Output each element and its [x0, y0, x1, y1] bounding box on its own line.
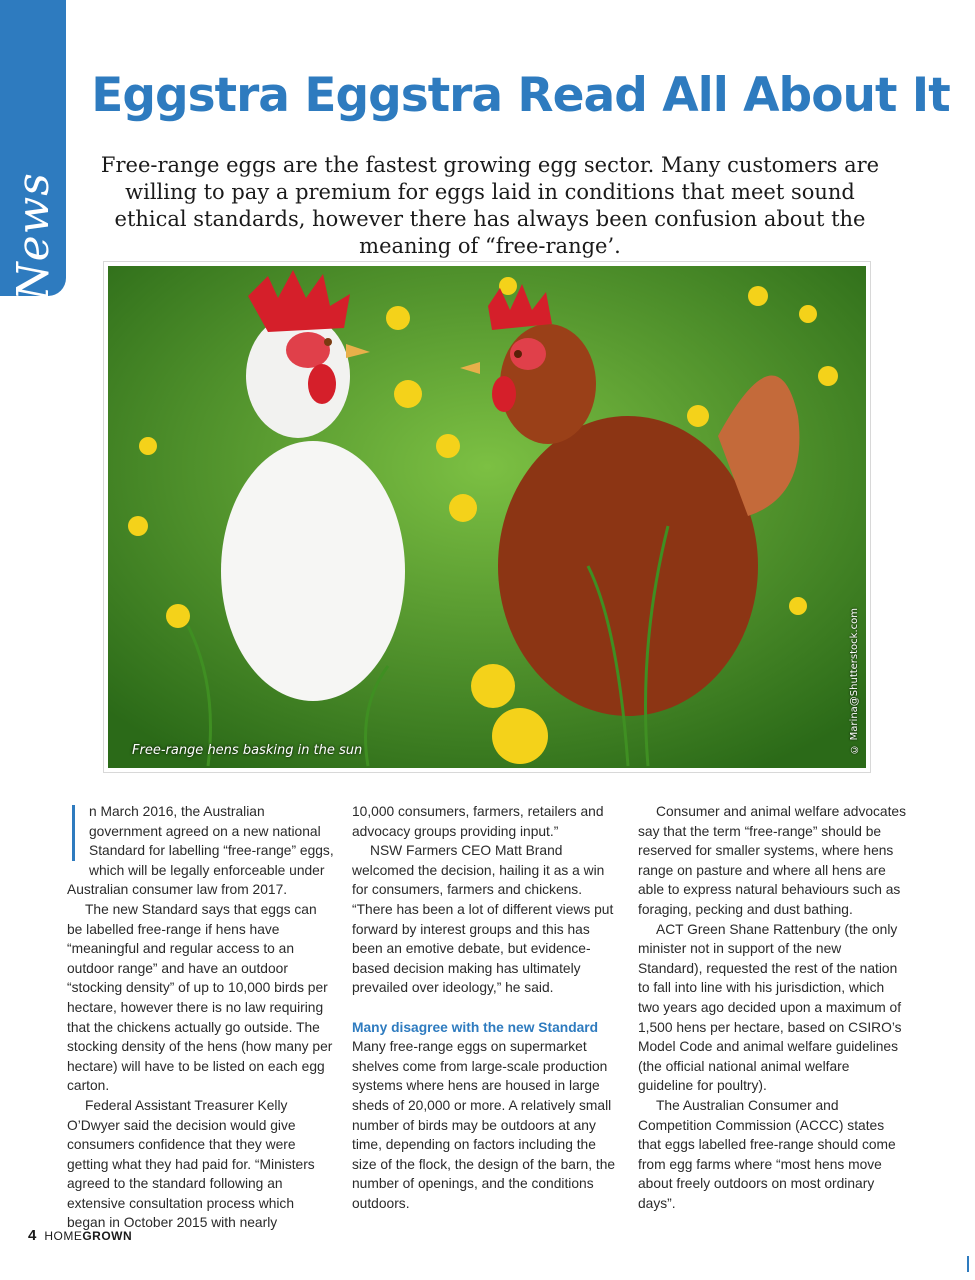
- section-tab-label-wrap: [4, 171, 62, 301]
- page-number: 4: [28, 1227, 37, 1244]
- drop-cap-bar: [72, 805, 75, 861]
- article-subhead: Many disagree with the new Standard: [352, 1019, 599, 1035]
- hens-illustration: [108, 266, 866, 768]
- article-paragraph: [67, 802, 335, 900]
- article-paragraph: The new Standard says that eggs can be labelled free-range if hens have “meaningful and regular access to an outdoor range” and have an outdoor “stocking density” of up to 10,000 birds per hectare, however there is no law requiring that the chickens actually go outside. The stocking density of the hens (how many per hectare) will have to be listed on each egg carton.: [67, 901, 333, 1094]
- article-paragraph: Federal Assistant Treasurer Kelly O’Dwyer said the decision would give consumers confidence that they were getting what they had paid for. “Ministers agreed to the standard following an extensive consultation process which began in October 2015 with nearly: [67, 1097, 315, 1231]
- magazine-brand: [44, 1229, 132, 1243]
- article-column-2: [352, 802, 620, 1211]
- article-text: n March 2016, the Australian government agreed on a new national Standard for labelling “free-range” eggs, which will be legally enforceable under Australian consumer law from 2017.: [67, 804, 334, 898]
- hens-photo: [108, 266, 866, 768]
- photo-caption: Free-range hens basking in the sun: [132, 743, 363, 758]
- article-paragraph: NSW Farmers CEO Matt Brand welcomed the decision, hailing it as a win for consumers, farmers and chickens. “There has been a lot of different views put forward by interest groups and this has been an emotive debate, but evidence-based decision making has ultimately prevailed over ideology,” he said.: [352, 843, 614, 996]
- brand-home: HOME: [44, 1229, 83, 1243]
- page-edge-mark: [967, 1256, 969, 1272]
- article-paragraph: ACT Green Shane Rattenbury (the only minister not in support of the new Standard), requested the rest of the nation to fall into line with his jurisdiction, which two years ago decided upon a maximum of 1,500 hens per hectare, based on CSIRO’s Model Code and animal welfare guidelines (the official national animal welfare guideline for poultry).: [638, 921, 902, 1094]
- photo-credit: © Marina@Shutterstock.com: [849, 607, 860, 754]
- section-tab-label: News: [7, 171, 59, 301]
- brand-grown: GROWN: [82, 1229, 133, 1243]
- article-column-1: [67, 802, 335, 1231]
- standfirst: Free-range eggs are the fastest growing egg sector. Many customers are willing to pay a premium for eggs laid in conditions that meet sound ethical standards, however there has always been confusion about the meaning of “free-range’.: [100, 153, 880, 258]
- article-paragraph: The Australian Consumer and Competition Commission (ACCC) states that eggs labelled free-range should come from egg farms where “most hens move about freely outdoors on most ordinary days”.: [638, 1097, 896, 1211]
- article-column-3: [638, 802, 907, 1211]
- page-footer: [28, 1227, 132, 1244]
- article-paragraph: Consumer and animal welfare advocates say that the term “free-range” should be reserved for smaller systems, where hens range on pasture and where all hens are able to express natural behaviours such as foraging, pecking and dust bathing.: [638, 804, 907, 917]
- headline: Eggstra Eggstra Read All About It: [91, 68, 950, 123]
- article-paragraph: Many free-range eggs on supermarket shelves come from large-scale production systems where hens are housed in large sheds of 20,000 or more. A relatively small number of birds may be outdoors at any time, depending on factors including the size of the flock, the design of the barn, the number of openings, and the conditions outdoors.: [352, 1039, 616, 1211]
- article-paragraph: 10,000 consumers, farmers, retailers and advocacy groups providing input.”: [352, 804, 604, 839]
- photo-frame: [104, 262, 870, 772]
